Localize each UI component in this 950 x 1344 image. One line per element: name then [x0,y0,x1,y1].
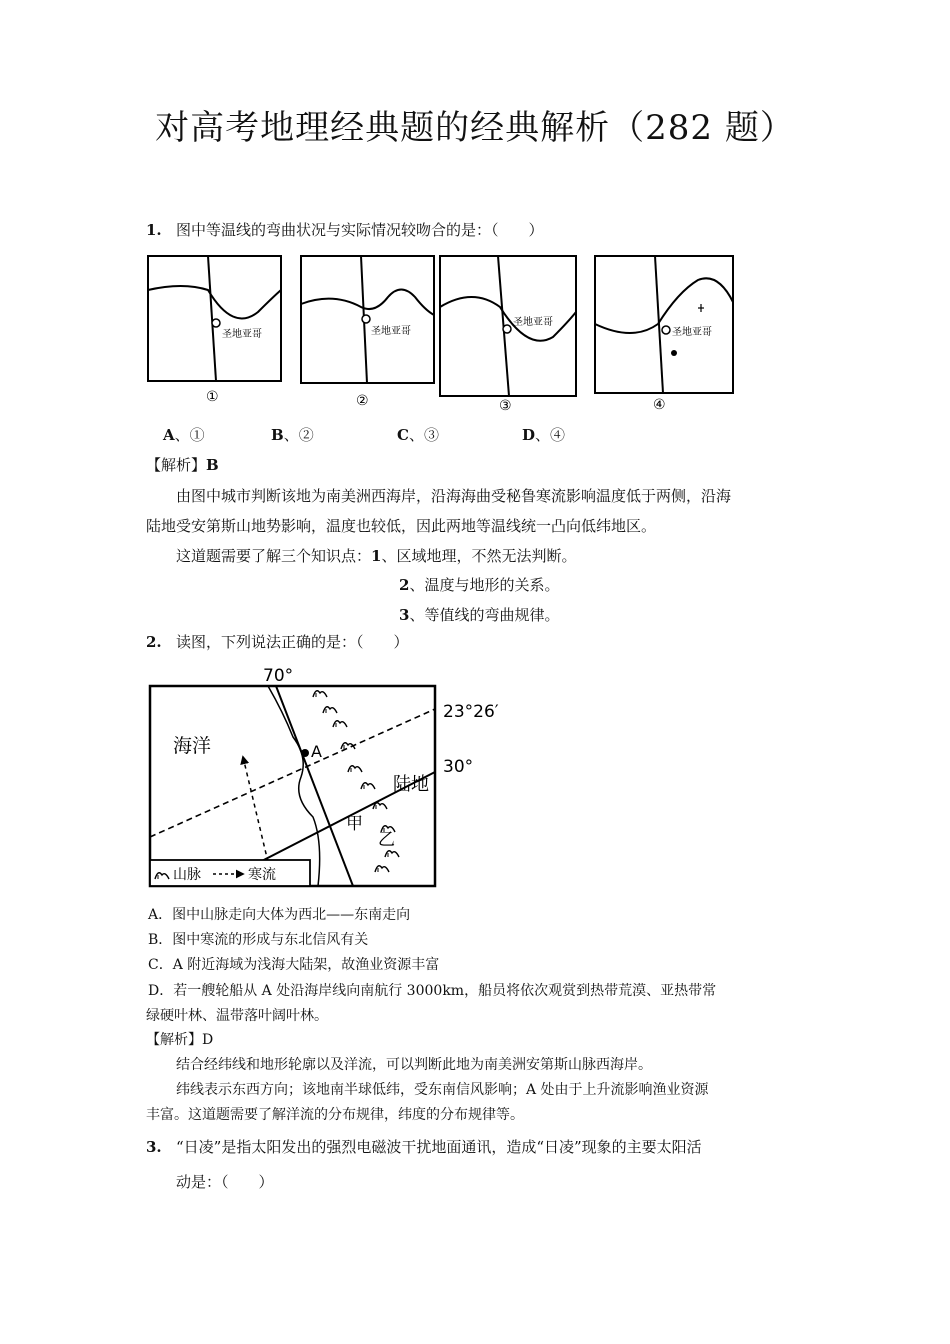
question-1-number: 1. [146,221,162,239]
panel-label-4: ④ [653,397,666,412]
city-label-3: 圣地亚哥 [513,317,553,328]
question-3-number: 3. [146,1138,162,1156]
q2-option-b: B．图中寒流的形成与东北信风有关 [148,932,369,948]
city-label-1: 圣地亚哥 [222,329,262,340]
q1-option-c: C、③ [397,426,439,444]
latitude-label-1: 23°26′ [443,702,499,722]
jia-label: 甲 [346,814,363,834]
ocean-label: 海洋 [173,735,212,757]
q1-option-b: B、② [271,426,314,444]
question-1-stem: 图中等温线的弯曲状况与实际情况较吻合的是：（ ） [176,221,544,239]
city-label-2: 圣地亚哥 [371,326,411,337]
q2-option-d: D．若一艘轮船从 A 处沿海岸线向南航行 3000km，船员将依次观赏到热带荒漠、亚热带常 [148,983,717,999]
question-3-stem-1: “日凌”是指太阳发出的强烈电磁波干扰地面通讯，造成“日凌”现象的主要太阳活 [176,1138,702,1156]
q2-option-d-cont: 绿硬叶林、温带落叶阔叶林。 [146,1008,328,1024]
q1-point-2: 2、温度与地形的关系。 [399,576,560,594]
q1-option-a: A、① [163,426,205,444]
q2-option-c: C．A 附近海域为浅海大陆架，故渔业资源丰富 [148,957,440,973]
q1-option-d: D、④ [522,426,566,444]
latitude-label-2: 30° [443,757,474,777]
legend-current: 寒流 [248,867,276,883]
longitude-label: 70° [263,666,294,686]
yi-label: 乙 [378,830,395,850]
question-2-stem: 读图，下列说法正确的是：（ ） [176,633,409,651]
q1-point-3: 3、等值线的弯曲规律。 [399,606,560,624]
legend-mountain: 山脉 [173,867,201,883]
question-2-map [143,657,519,897]
question-2-number: 2. [146,633,162,651]
q1-explain-3: 这道题需要了解三个知识点：1、区域地理，不然无法判断。 [176,547,577,565]
q2-explain-2: 纬线表示东西方向；该地南半球低纬，受东南信风影响；A 处由于上升流影响渔业资源 [176,1082,709,1098]
q1-explain-2: 陆地受安第斯山地势影响，温度也较低，因此两地等温线统一凸向低纬地区。 [146,517,657,535]
page-title: 对高考地理经典题的经典解析（282 题） [155,108,795,148]
panel-label-2: ② [356,393,369,409]
isotherm-panel-2 [301,256,434,409]
q2-option-a: A．图中山脉走向大体为西北——东南走向 [148,907,411,923]
isotherm-panel-4 [595,256,733,412]
land-label: 陆地 [393,774,429,795]
q2-explain-1: 结合经纬线和地形轮廓以及洋流，可以判断此地为南美洲安第斯山脉西海岸。 [176,1057,652,1073]
q2-answer: 【解析】D [146,1032,214,1048]
q1-explain-1: 由图中城市判断该地为南美洲西海岸，沿海海曲受秘鲁寒流影响温度低于两侧，沿海 [176,487,732,505]
q1-answer: 【解析】B [146,456,219,474]
isotherm-panel-1 [148,256,281,405]
q2-explain-3: 丰富。这道题需要了解洋流的分布规律，纬度的分布规律等。 [146,1107,524,1123]
panel-label-3: ③ [499,398,512,412]
isotherm-panel-3 [440,256,576,412]
question-1-figure [143,252,738,412]
point-a-label: A [311,742,322,761]
question-3-stem-2: 动是：（ ） [176,1173,274,1191]
panel-label-1: ① [206,389,219,405]
city-label-4: 圣地亚哥 [672,327,712,338]
